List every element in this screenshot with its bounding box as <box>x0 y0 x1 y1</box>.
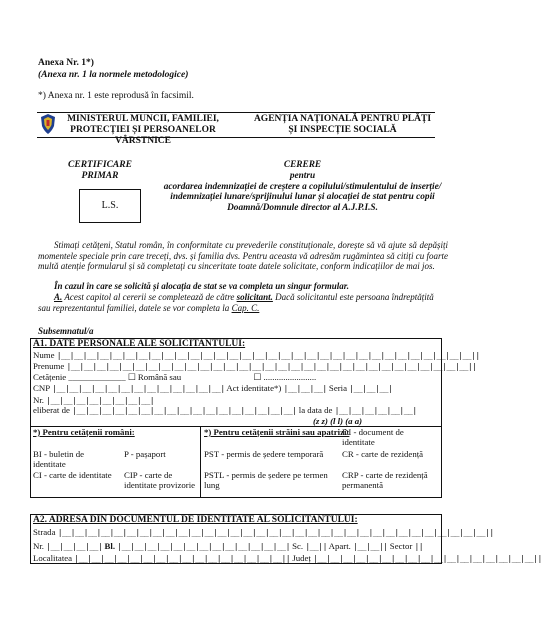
foreign-title: *) Pentru cetățenii străini sau apatrizi: <box>204 427 350 437</box>
section-a1-title: A1. DATE PERSONALE ALE SOLICITANTULUI: <box>33 339 246 349</box>
sector-label: Sector <box>389 541 413 551</box>
agency-name <box>250 114 435 136</box>
stamp-label: L.S. <box>101 200 119 211</box>
romanians-title: *) Pentru cetățenii români: <box>33 427 135 437</box>
id-act-label: Act identitate*) <box>226 383 282 393</box>
bi-label: BI - buletin de identitate <box>33 449 85 469</box>
id-types-column-divider <box>200 426 201 498</box>
section-a-applicant: solicitant. <box>236 292 273 302</box>
staircase-label: Sc. <box>292 541 304 551</box>
section-a-ref-link[interactable]: Cap. C. <box>231 302 260 313</box>
section-a-text-1: Acest capitol al cererii se completează de către <box>62 292 237 302</box>
section-a-note <box>38 292 448 313</box>
county-label: Județ <box>292 553 311 563</box>
annex-subtitle: (Anexa nr. 1 la normele metodologice) <box>38 70 189 80</box>
first-name-row <box>33 361 477 372</box>
certification-line-1: CERTIFICARE <box>68 160 132 170</box>
issued-on-label: la data de <box>298 405 333 415</box>
section-a2-title: A2. ADRESA DIN DOCUMENTUL DE IDENTITATE AL SOLICITANTULUI: <box>33 515 358 525</box>
certification-line-2: PRIMAR <box>81 171 119 181</box>
citizenship-other-input[interactable]: ........................ <box>263 372 317 382</box>
name-row <box>33 350 480 361</box>
section-a-text-2: Dacă solicitantul este persoana îndreptățită sau reprezentantul familiei, datele se vor completa la <box>38 292 434 313</box>
citizenship-row <box>33 372 316 383</box>
certification-title <box>55 160 145 182</box>
block-label: Bl. <box>104 541 116 551</box>
issued-by-input[interactable]: |__|__|__|__|__|__|__|__|__|__|__|__|__|__|__|__|__| <box>72 406 297 415</box>
staircase-input[interactable]: |__|| <box>305 542 327 551</box>
date-format-hint: (z z) (l l) (a a) <box>313 416 363 426</box>
request-line-3: acordarea indemnizației de creștere a copilului/stimulentului de inserție/ <box>163 181 442 192</box>
series-input[interactable]: |__|__|__| <box>349 384 393 393</box>
ministry-line-1: MINISTERUL MUNCII, FAMILIEI, <box>67 114 219 124</box>
ci-label: CI - carte de identitate <box>33 470 112 480</box>
facsimile-note: *) Anexa nr. 1 este reprodusă în facsimil. <box>38 91 194 101</box>
first-name-label: Prenume <box>33 361 65 371</box>
annex-title: Anexa Nr. 1*) <box>38 58 94 68</box>
other-checkbox[interactable]: ☐ <box>253 372 262 382</box>
romanian-checkbox[interactable]: ☐ <box>127 372 136 382</box>
street-row <box>33 527 494 538</box>
id-number-row <box>33 395 154 406</box>
county-input[interactable]: |__|__|__|__|__|__|__|__|__|__|__|__|__|__|__|__|__|| <box>313 554 542 563</box>
cnp-label: CNP <box>33 383 50 393</box>
block-input[interactable]: |__|__|__|__|__|__|__|__|__|__|__|__|__| <box>117 542 290 551</box>
apartment-label: Apart. <box>328 541 351 551</box>
cnp-row <box>33 383 392 394</box>
issued-by-label: eliberat de <box>33 405 70 415</box>
request-line-1: CERERE <box>283 160 322 170</box>
pstl-label: PSTL - permis de ședere pe termen lung <box>204 470 328 490</box>
crp-label: CRP - carte de rezidență permanentă <box>342 470 428 490</box>
first-name-input[interactable]: |__|__|__|__|__|__|__|__|__|__|__|__|__|__|__|__|__|__|__|__|__|__|__|__|__|__|__|__|__|__|__|| <box>66 362 477 371</box>
intro-paragraph: Stimați cetățeni, Statul român, în conformitate cu prevederile constituționale, dorește să vă ajute să depășiți momentele speciale prin care treceți, dvs. și familia dvs. Pentru aceasta vă adresăm rugămintea să citiți cu foarte multă atenție formularul și să completați cu sinceritate toate datele solicitate, conform indicațiilor de mai jos. <box>38 240 448 272</box>
cr-label: CR - carte de rezidență <box>342 449 424 459</box>
undersigned-label: Subsemnatul/a <box>38 326 94 336</box>
locality-label: Localitatea <box>33 553 73 563</box>
di-label: DI - document de identitate <box>342 427 404 447</box>
address-number-row <box>33 541 423 552</box>
cip-label: CIP - carte de identitate provizorie <box>124 470 196 490</box>
series-label: Seria <box>328 383 347 393</box>
street-input[interactable]: |__|__|__|__|__|__|__|__|__|__|__|__|__|__|__|__|__|__|__|__|__|__|__|__|__|__|__|__|__|__|__|__|__|| <box>57 528 494 537</box>
citizenship-fill: _____________ <box>68 372 126 382</box>
request-title <box>140 160 465 214</box>
id-number-label: Nr. <box>33 395 44 405</box>
name-input[interactable]: |__|__|__|__|__|__|__|__|__|__|__|__|__|__|__|__|__|__|__|__|__|__|__|__|__|__|__|__|__|__|__|__|| <box>56 351 480 360</box>
request-line-4: indemnizației lunare/sprijinului lunar și alocației de stat pentru copii <box>170 192 435 203</box>
request-line-5: Doamnă/Domnule director al A.J.P.I.S. <box>227 203 378 214</box>
id-number-input[interactable]: |__|__|__|__|__|__|__|__| <box>46 396 155 405</box>
id-act-input[interactable]: |__|__|__| <box>283 384 327 393</box>
cnp-input[interactable]: |__|__|__|__|__|__|__|__|__|__|__|__|__| <box>52 384 225 393</box>
agency-line-1: AGENȚIA NAȚIONALĂ PENTRU PLĂȚI <box>253 114 432 124</box>
address-number-input[interactable]: |__|__|__|__| <box>46 542 103 551</box>
name-label: Nume <box>33 350 55 360</box>
coat-of-arms-icon <box>40 114 56 134</box>
citizenship-label: Cetățenie <box>33 372 67 382</box>
locality-input[interactable]: |__|__|__|__|__|__|__|__|__|__|__|__|__|__|__|__|| <box>74 554 291 563</box>
annex-header <box>38 57 188 81</box>
apartment-input[interactable]: |__|__|| <box>353 542 388 551</box>
sector-input[interactable]: || <box>414 542 424 551</box>
stamp-box <box>79 189 141 223</box>
p-label: P - pașaport <box>124 449 166 459</box>
ministry-line-2: PROTECȚIEI ȘI PERSOANELOR VÂRSTNICE <box>70 125 216 146</box>
section-a-label: A. <box>54 292 63 302</box>
pst-label: PST - permis de ședere temporară <box>204 449 324 459</box>
address-number-label: Nr. <box>33 541 44 551</box>
single-form-note: În cazul în care se solicită și alocația de stat se va completa un singur formular. <box>54 281 350 291</box>
request-line-2: pentru <box>289 170 316 181</box>
issued-on-input[interactable]: |__|__|__|__|__|__| <box>334 406 417 415</box>
locality-row <box>33 553 542 564</box>
issued-row <box>33 405 417 416</box>
street-label: Strada <box>33 527 56 537</box>
ministry-name <box>58 114 228 147</box>
romanian-or-label: Română sau <box>137 372 182 382</box>
agency-line-2: ȘI INSPECȚIE SOCIALĂ <box>288 125 397 135</box>
